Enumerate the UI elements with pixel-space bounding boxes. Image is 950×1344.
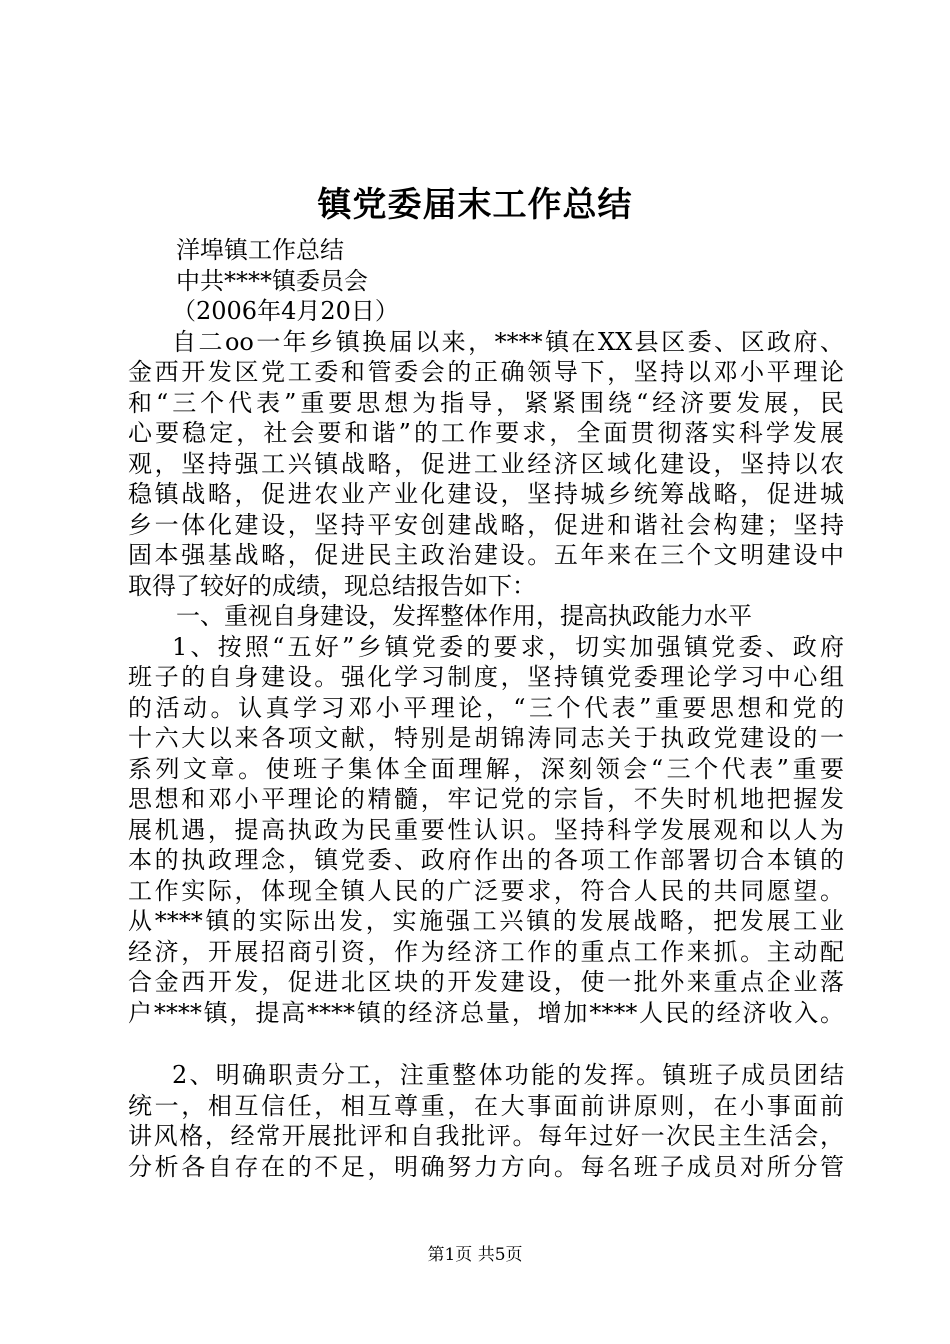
paragraph-line: 工作实际，体现全镇人民的广泛要求，符合人民的共同愿望。 bbox=[128, 876, 844, 905]
paragraph-line: 金西开发区党工委和管委会的正确领导下，坚持以邓小平理论 bbox=[128, 358, 844, 386]
paragraph-line: 经济，开展招商引资，作为经济工作的重点工作来抓。主动配 bbox=[128, 937, 844, 966]
paragraph-line: 的活动。认真学习邓小平理论，“三个代表”重要思想和党的 bbox=[128, 693, 844, 722]
paragraph-line: 稳镇战略，促进农业产业化建设，坚持城乡统筹战略，促进城 bbox=[128, 480, 844, 508]
paragraph-line: 户****镇，提高****镇的经济总量，增加****人民的经济收入。 bbox=[128, 998, 844, 1027]
paragraph-line: 心要稳定，社会要和谐”的工作要求，全面贯彻落实科学发展 bbox=[128, 419, 844, 447]
paragraph-line: 分析各自存在的不足，明确努力方向。每名班子成员对所分管 bbox=[128, 1152, 844, 1181]
paragraph-gap bbox=[128, 1028, 844, 1060]
paragraph-line: 自二oo一年乡镇换届以来，****镇在XX县区委、区政府、 bbox=[172, 327, 844, 356]
paragraph-line: 讲风格，经常开展批评和自我批评。每年过好一次民主生活会， bbox=[128, 1122, 844, 1150]
paragraph-line: 固本强基战略，促进民主政治建设。五年来在三个文明建设中 bbox=[128, 541, 844, 569]
paragraph-line: 观，坚持强工兴镇战略，促进工业经济区域化建设，坚持以农 bbox=[128, 449, 844, 478]
paragraph-line: 和“三个代表”重要思想为指导，紧紧围绕“经济要发展，民 bbox=[128, 388, 844, 417]
header-line-town: 洋埠镇工作总结 bbox=[176, 236, 344, 264]
paragraph-line: 系列文章。使班子集体全面理解，深刻领会“三个代表”重要 bbox=[128, 754, 844, 783]
paragraph-self-building bbox=[128, 632, 844, 1029]
paragraph-line: 从****镇的实际出发，实施强工兴镇的发展战略，把发展工业 bbox=[128, 907, 844, 935]
paragraph-line: 思想和邓小平理论的精髓，牢记党的宗旨，不失时机地把握发 bbox=[128, 785, 844, 813]
section-heading: 一、重视自身建设，发挥整体作用，提高执政能力水平 bbox=[176, 602, 752, 630]
paragraph-division-of-duties bbox=[128, 1060, 844, 1182]
page-footer: 第1页 共5页 bbox=[427, 1245, 523, 1265]
document-body bbox=[128, 235, 844, 1182]
paragraph-line: 合金西开发，促进北区块的开发建设，使一批外来重点企业落 bbox=[128, 968, 844, 996]
document-title: 镇党委届末工作总结 bbox=[317, 185, 633, 225]
header-line-committee: 中共****镇委员会 bbox=[176, 266, 368, 295]
paragraph-line: 1、按照“五好”乡镇党委的要求，切实加强镇党委、政府 bbox=[172, 632, 844, 661]
paragraph-line: 乡一体化建设，坚持平安创建战略，促进和谐社会构建；坚持 bbox=[128, 510, 844, 539]
header-line-date: （2006年4月20日） bbox=[172, 297, 399, 325]
paragraph-line: 2、明确职责分工，注重整体功能的发挥。镇班子成员团结 bbox=[172, 1061, 844, 1089]
paragraph-line: 统一，相互信任，相互尊重，在大事面前讲原则，在小事面前 bbox=[128, 1091, 844, 1120]
paragraph-line: 取得了较好的成绩，现总结报告如下： bbox=[128, 571, 536, 600]
paragraph-line: 十六大以来各项文献，特别是胡锦涛同志关于执政党建设的一 bbox=[128, 724, 844, 752]
paragraph-line: 展机遇，提高执政为民重要性认识。坚持科学发展观和以人为 bbox=[128, 815, 844, 844]
paragraph-line: 班子的自身建设。强化学习制度，坚持镇党委理论学习中心组 bbox=[128, 663, 844, 691]
paragraph-intro bbox=[128, 327, 844, 602]
paragraph-line: 本的执政理念，镇党委、政府作出的各项工作部署切合本镇的 bbox=[128, 846, 844, 874]
